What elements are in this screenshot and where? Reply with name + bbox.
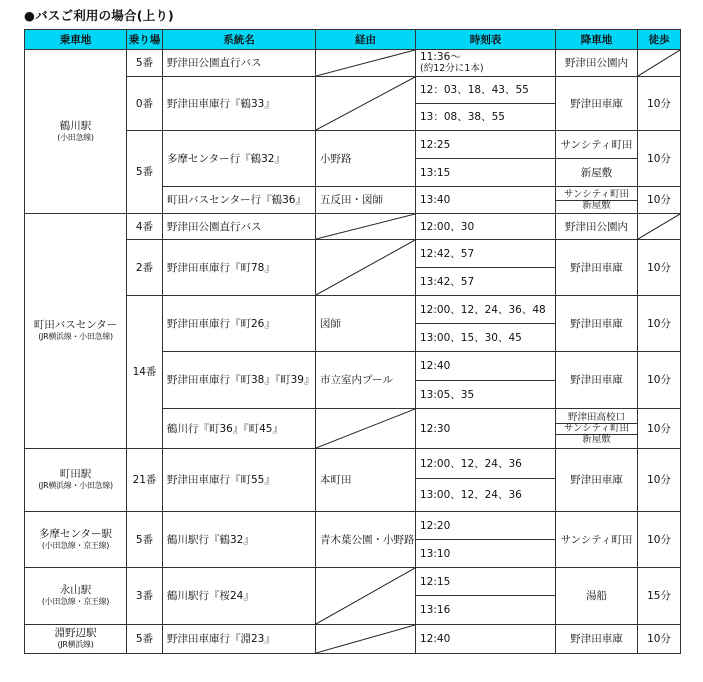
header-walk: 徒歩 [638, 30, 681, 50]
via-empty-cell [316, 625, 416, 654]
station-cell [25, 214, 127, 449]
dest-cell: 湯船 [556, 568, 638, 625]
route-cell: 野津田公園直行バス [163, 214, 316, 240]
stop-cell: 5番 [127, 512, 163, 568]
via-empty-cell [316, 214, 416, 240]
walk-cell: 10分 [638, 512, 681, 568]
route-cell: 町田バスセンター行『鶴36』 [163, 187, 316, 214]
header-timetable: 時刻表 [416, 30, 556, 50]
time-cell: 13:15 [416, 159, 556, 187]
dest-text: 新屋敷 [556, 200, 637, 211]
via-cell: 図師 [316, 296, 416, 352]
table-row [25, 568, 681, 596]
time-cell: 13：08、38、55 [416, 104, 556, 131]
station-cell [25, 568, 127, 625]
via-cell: 青木葉公園・小野路 [316, 512, 416, 568]
time-cell: 12:25 [416, 131, 556, 159]
route-cell: 野津田車庫行『町38』『町39』 [163, 352, 316, 409]
route-cell: 野津田車庫行『鶴33』 [163, 77, 316, 131]
station-name: 町田駅 [59, 468, 92, 480]
stop-cell: 0番 [127, 77, 163, 131]
route-cell: 鶴川行『町36』『町45』 [163, 409, 316, 449]
stop-cell: 4番 [127, 214, 163, 240]
station-line: (小田急線・京王線) [41, 540, 110, 550]
dest-cell: サンシティ町田 [556, 131, 638, 159]
dest-cell: 新屋敷 [556, 159, 638, 187]
dest-cell: 野津田車庫 [556, 77, 638, 131]
diagonal-line [316, 214, 415, 239]
time-note: (約12分に1本) [420, 63, 484, 74]
time-cell: 13:00、15、30、45 [416, 324, 556, 352]
walk-cell: 10分 [638, 449, 681, 512]
header-boarding-place: 乗車地 [25, 30, 127, 50]
dest-cell: 野津田車庫 [556, 240, 638, 296]
walk-cell: 10分 [638, 187, 681, 214]
header-stop: 乗り場 [127, 30, 163, 50]
table-row [25, 449, 681, 479]
diagonal-line [316, 409, 415, 448]
stop-cell: 2番 [127, 240, 163, 296]
time-cell: 12:40 [416, 625, 556, 654]
route-cell: 鶴川駅行『鶴32』 [163, 512, 316, 568]
diagonal-line [316, 625, 415, 653]
time-cell [416, 50, 556, 77]
diagonal-line [316, 77, 415, 130]
dest-cell: サンシティ町田 [556, 512, 638, 568]
table-row [25, 625, 681, 654]
time-cell: 12:00、12、24、36、48 [416, 296, 556, 324]
header-row [25, 30, 681, 50]
walk-cell: 10分 [638, 296, 681, 352]
via-cell: 市立室内プール [316, 352, 416, 409]
station-name: 永山駅 [59, 584, 92, 596]
station-line: (小田急線・京王線) [41, 597, 110, 606]
dest-cell: 野津田車庫 [556, 449, 638, 512]
dest-cell [556, 187, 638, 214]
time-cell: 12：03、18、43、55 [416, 77, 556, 104]
via-empty-cell [316, 77, 416, 131]
dest-cell: 野津田車庫 [556, 352, 638, 409]
route-cell: 野津田車庫行『町78』 [163, 240, 316, 296]
route-cell: 野津田車庫行『町55』 [163, 449, 316, 512]
route-cell: 多摩センター行『鶴32』 [163, 131, 316, 187]
via-empty-cell [316, 568, 416, 625]
header-route-name: 系統名 [163, 30, 316, 50]
via-cell: 五反田・図師 [316, 187, 416, 214]
walk-cell: 10分 [638, 131, 681, 187]
route-cell: 野津田車庫行『淵23』 [163, 625, 316, 654]
time-cell: 12:15 [416, 568, 556, 596]
dest-cell: 野津田公園内 [556, 214, 638, 240]
walk-cell: 10分 [638, 77, 681, 131]
station-cell [25, 512, 127, 568]
diagonal-line [638, 50, 680, 76]
table-row [25, 512, 681, 540]
time-cell: 12:00、12、24、36 [416, 449, 556, 479]
dest-text: サンシティ町田 [556, 423, 637, 434]
station-cell [25, 449, 127, 512]
stop-cell: 5番 [127, 625, 163, 654]
table-row [25, 50, 681, 77]
stop-cell: 5番 [127, 131, 163, 214]
station-name: 淵野辺駅 [54, 627, 97, 639]
stop-cell: 14番 [127, 296, 163, 449]
diagonal-line [638, 214, 680, 239]
station-cell [25, 625, 127, 654]
bus-timetable [24, 29, 681, 654]
table-row [25, 214, 681, 240]
header-via: 経由 [316, 30, 416, 50]
station-line: (JR横浜線・小田急線) [38, 332, 113, 341]
time-text: 11:36～ [420, 51, 461, 63]
diagonal-line [316, 568, 415, 624]
time-cell: 13:10 [416, 540, 556, 568]
route-cell: 鶴川駅行『桜24』 [163, 568, 316, 625]
station-name: 鶴川駅 [59, 119, 92, 132]
walk-empty-cell [638, 50, 681, 77]
diagonal-line [316, 50, 415, 76]
dest-text: 新屋敷 [556, 434, 637, 445]
dest-cell: 野津田車庫 [556, 296, 638, 352]
via-empty-cell [316, 409, 416, 449]
time-cell: 12:42、57 [416, 240, 556, 268]
stop-cell: 21番 [127, 449, 163, 512]
walk-cell: 10分 [638, 352, 681, 409]
diagonal-line [316, 240, 415, 295]
via-empty-cell [316, 240, 416, 296]
station-line: (JR横浜線・小田急線) [38, 481, 113, 490]
dest-text: サンシティ町田 [563, 188, 630, 200]
stop-cell: 3番 [127, 568, 163, 625]
walk-empty-cell [638, 214, 681, 240]
time-cell: 13:16 [416, 596, 556, 625]
time-cell: 13:00、12、24、36 [416, 479, 556, 512]
stop-cell: 5番 [127, 50, 163, 77]
dest-cell: 野津田車庫 [556, 625, 638, 654]
route-cell: 野津田公園直行バス [163, 50, 316, 77]
dest-text: 野津田高校口 [567, 411, 625, 423]
via-empty-cell [316, 50, 416, 77]
walk-cell: 10分 [638, 409, 681, 449]
time-cell: 12:40 [416, 352, 556, 381]
time-cell: 12:00、30 [416, 214, 556, 240]
route-cell: 野津田車庫行『町26』 [163, 296, 316, 352]
via-cell: 小野路 [316, 131, 416, 187]
time-cell: 13:42、57 [416, 268, 556, 296]
walk-cell: 10分 [638, 240, 681, 296]
time-cell: 12:30 [416, 409, 556, 449]
station-line: (小田急線) [57, 132, 94, 142]
walk-cell: 10分 [638, 625, 681, 654]
station-name: 多摩センター駅 [38, 527, 113, 540]
via-cell: 本町田 [316, 449, 416, 512]
time-cell: 13:05、35 [416, 381, 556, 409]
page-title: ●バスご利用の場合(上り) [24, 8, 174, 23]
station-line: (JR横浜線) [57, 640, 94, 649]
time-cell: 12:20 [416, 512, 556, 540]
station-cell [25, 50, 127, 214]
walk-cell: 15分 [638, 568, 681, 625]
time-cell: 13:40 [416, 187, 556, 214]
dest-cell: 野津田公園内 [556, 50, 638, 77]
header-alighting-place: 降車地 [556, 30, 638, 50]
station-name: 町田バスセンター [33, 319, 118, 331]
dest-cell [556, 409, 638, 449]
